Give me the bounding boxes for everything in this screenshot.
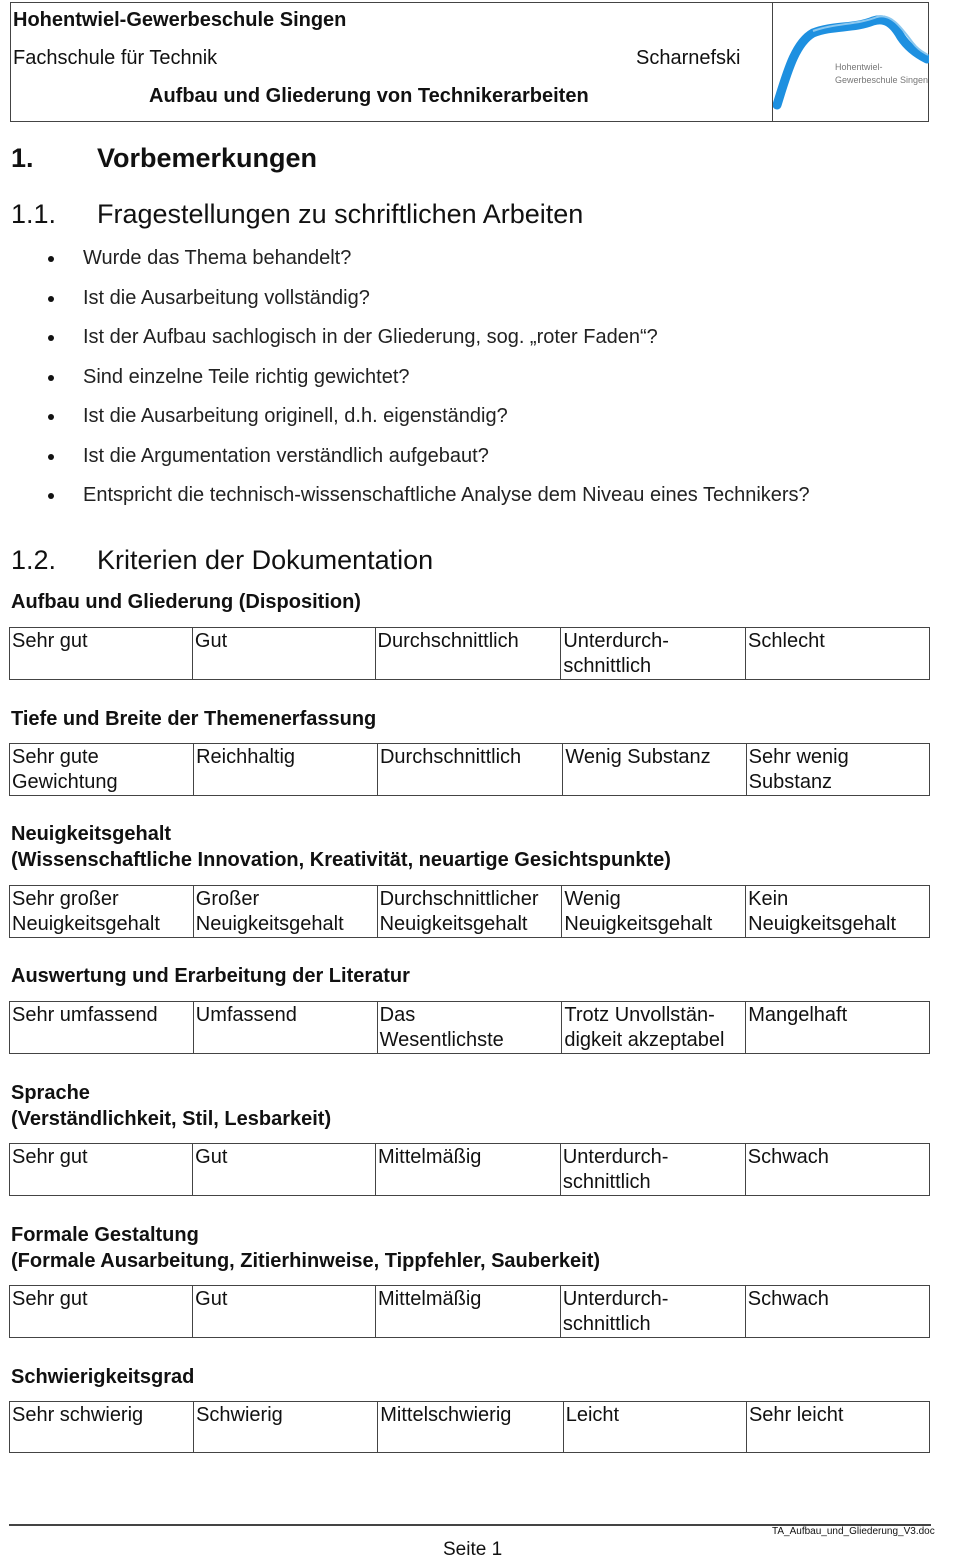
section-number: 1. xyxy=(11,143,34,173)
rating-cell: Schwach xyxy=(745,1144,929,1196)
criterion-heading-line: Tiefe und Breite der Themenerfassung xyxy=(11,708,377,730)
rating-row xyxy=(10,1002,930,1054)
criterion-heading xyxy=(11,963,410,989)
footer-filename: TA_Aufbau_und_Gliederung_V3.doc xyxy=(772,1526,935,1537)
criterion-heading xyxy=(11,821,671,873)
svg-text:Hohentwiel-: Hohentwiel- xyxy=(835,62,883,72)
rating-cell: Schlecht xyxy=(746,628,930,680)
rating-cell: Mittelmäßig xyxy=(376,1286,561,1338)
rating-row xyxy=(10,1286,930,1338)
criterion-heading xyxy=(11,1222,600,1274)
criterion-heading xyxy=(11,1080,331,1132)
logo-wave-icon xyxy=(773,3,929,121)
author: Scharnefski xyxy=(636,47,741,69)
section-title: Kriterien der Dokumentation xyxy=(97,545,434,575)
rating-cell: Umfassend xyxy=(193,1002,377,1054)
school-name: Hohentwiel-Gewerbeschule Singen xyxy=(13,9,347,31)
rating-cell: Sehr schwierig xyxy=(10,1402,194,1453)
rating-scale-table xyxy=(9,1143,930,1196)
rating-scale-table xyxy=(9,1285,930,1338)
rating-scale-table xyxy=(9,627,930,680)
question-item: Ist der Aufbau sachlogisch in der Gliederung, sog. „roter Faden“? xyxy=(44,323,810,363)
question-item: Entspricht die technisch-wissenschaftliche Analyse dem Niveau eines Technikers? xyxy=(44,481,810,521)
criterion-heading-line: (Verständlichkeit, Stil, Lesbarkeit) xyxy=(11,1108,332,1130)
page-number: Seite 1 xyxy=(443,1539,503,1560)
question-item: Ist die Argumentation verständlich aufgebaut? xyxy=(44,442,810,482)
criterion-heading xyxy=(11,1364,194,1390)
rating-row xyxy=(10,1402,930,1453)
question-item: Ist die Ausarbeitung originell, d.h. eigenständig? xyxy=(44,402,810,442)
criterion-heading xyxy=(11,589,361,615)
question-item: Wurde das Thema behandelt? xyxy=(44,244,810,284)
criterion-heading-line: Aufbau und Gliederung (Disposition) xyxy=(11,591,361,613)
rating-row xyxy=(10,886,930,938)
rating-cell: Sehr umfassend xyxy=(10,1002,194,1054)
rating-cell: Schwach xyxy=(745,1286,929,1338)
rating-cell: Mittelschwierig xyxy=(378,1402,563,1453)
rating-cell: Mangelhaft xyxy=(746,1002,930,1054)
rating-cell: Sehr gut xyxy=(10,1286,193,1338)
rating-scale-table xyxy=(9,885,930,938)
section-number: 1.2. xyxy=(11,545,57,575)
question-item: Ist die Ausarbeitung vollständig? xyxy=(44,284,810,324)
rating-scale-table xyxy=(9,1001,930,1054)
rating-cell: Durchschnittlich xyxy=(377,744,562,796)
rating-cell: Großer Neuigkeitsgehalt xyxy=(193,886,377,938)
question-item: Sind einzelne Teile richtig gewichtet? xyxy=(44,363,810,403)
rating-cell: Schwierig xyxy=(194,1402,378,1453)
department: Fachschule für Technik xyxy=(13,47,218,69)
rating-cell: Sehr großer Neuigkeitsgehalt xyxy=(10,886,194,938)
criterion-heading-line: (Wissenschaftliche Innovation, Kreativität, neuartige Gesichtspunkte) xyxy=(11,849,671,871)
criterion-heading-line: Neuigkeitsgehalt xyxy=(11,823,172,845)
rating-cell: Durchschnittlicher Neuigkeitsgehalt xyxy=(377,886,562,938)
section-1-heading xyxy=(11,143,317,174)
rating-row xyxy=(10,1144,930,1196)
document-title: Aufbau und Gliederung von Technikerarbeiten xyxy=(149,85,589,107)
rating-cell: Reichhaltig xyxy=(194,744,378,796)
rating-cell: Unterdurch- schnittlich xyxy=(561,628,746,680)
rating-cell: Trotz Unvollstän- digkeit akzeptabel xyxy=(562,1002,746,1054)
rating-cell: Das Wesentlichste xyxy=(377,1002,562,1054)
criterion-heading-line: Sprache xyxy=(11,1082,90,1104)
rating-cell: Unterdurch- schnittlich xyxy=(560,1144,745,1196)
rating-cell: Gut xyxy=(193,1144,376,1196)
rating-row xyxy=(10,628,930,680)
rating-cell: Sehr gute Gewichtung xyxy=(10,744,194,796)
section-1-1-heading xyxy=(11,199,583,230)
section-title: Fragestellungen zu schriftlichen Arbeiten xyxy=(97,199,584,229)
rating-cell: Wenig Substanz xyxy=(563,744,746,796)
rating-cell: Gut xyxy=(193,1286,376,1338)
rating-cell: Leicht xyxy=(563,1402,746,1453)
rating-cell: Wenig Neuigkeitsgehalt xyxy=(562,886,746,938)
criterion-heading-line: (Formale Ausarbeitung, Zitierhinweise, Tippfehler, Sauberkeit) xyxy=(11,1250,601,1272)
rating-cell: Mittelmäßig xyxy=(376,1144,561,1196)
rating-cell: Durchschnittlich xyxy=(375,628,561,680)
school-logo xyxy=(772,3,929,121)
rating-cell: Unterdurch- schnittlich xyxy=(560,1286,745,1338)
section-number: 1.1. xyxy=(11,199,57,229)
section-1-2-heading xyxy=(11,545,433,576)
criterion-heading-line: Formale Gestaltung xyxy=(11,1224,199,1246)
criterion-heading-line: Schwierigkeitsgrad xyxy=(11,1366,195,1388)
rating-cell: Sehr gut xyxy=(10,628,193,680)
rating-cell: Sehr leicht xyxy=(746,1402,929,1453)
svg-text:Gewerbeschule Singen: Gewerbeschule Singen xyxy=(835,75,929,85)
rating-cell: Sehr wenig Substanz xyxy=(746,744,929,796)
rating-cell: Sehr gut xyxy=(10,1144,193,1196)
rating-scale-table xyxy=(9,1401,930,1453)
section-title: Vorbemerkungen xyxy=(97,143,318,173)
rating-row xyxy=(10,744,930,796)
rating-scale-table xyxy=(9,743,930,796)
question-list xyxy=(44,244,810,521)
rating-cell: Gut xyxy=(192,628,375,680)
rating-cell: Kein Neuigkeitsgehalt xyxy=(746,886,930,938)
criterion-heading xyxy=(11,706,376,732)
criterion-heading-line: Auswertung und Erarbeitung der Literatur xyxy=(11,965,410,987)
page-header xyxy=(10,2,929,122)
